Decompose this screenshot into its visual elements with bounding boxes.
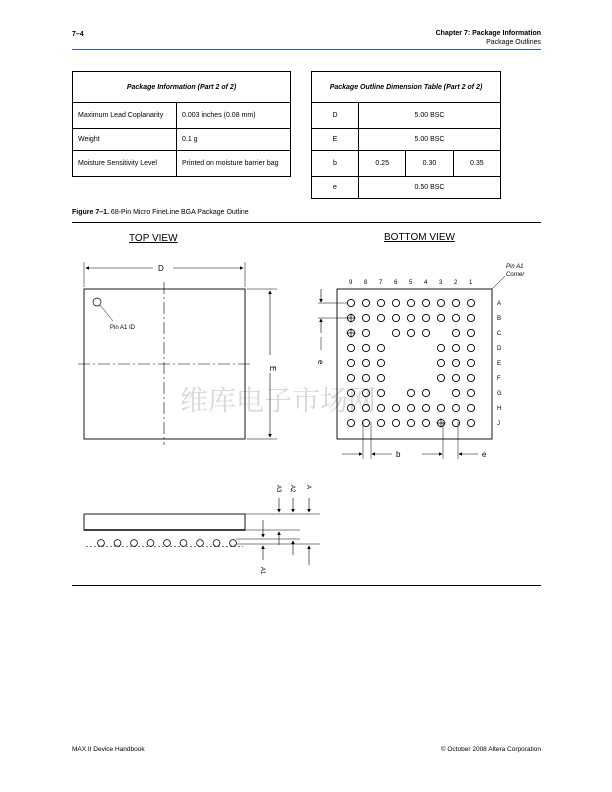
package-body-side <box>84 514 245 530</box>
solder-ball <box>452 299 459 306</box>
solder-ball <box>407 329 414 336</box>
row-label: G <box>497 391 502 397</box>
solder-ball <box>422 314 429 321</box>
dim-max: 0.35 <box>453 151 500 177</box>
row-label: J <box>497 421 500 427</box>
solder-ball <box>362 359 369 366</box>
dim-nom: 0.30 <box>406 151 453 177</box>
solder-ball <box>437 359 444 366</box>
row-label: F <box>497 376 501 382</box>
dim-value: 5.00 BSC <box>359 129 501 151</box>
table-title: Package Information (Part 2 of 2) <box>73 72 291 103</box>
column-label: 2 <box>454 280 458 286</box>
row-value: 0.003 inches (0.08 mm) <box>177 103 291 129</box>
solder-ball <box>347 299 354 306</box>
solder-ball <box>467 344 474 351</box>
side-solder-ball <box>98 540 105 547</box>
side-solder-ball <box>180 540 187 547</box>
solder-ball <box>377 359 384 366</box>
solder-ball <box>377 419 384 426</box>
pin-a1-corner-line1: Pin A1 <box>506 264 524 270</box>
pin-a1-corner-line2: Corner <box>506 272 525 278</box>
solder-ball <box>377 299 384 306</box>
solder-ball <box>377 374 384 381</box>
bottom-view <box>316 264 525 459</box>
side-solder-ball <box>197 540 204 547</box>
side-solder-ball <box>131 540 138 547</box>
dim-value: 5.00 BSC <box>359 103 501 129</box>
figure-title: 68-Pin Micro FineLine BGA Package Outline <box>110 209 249 216</box>
solder-ball <box>437 374 444 381</box>
solder-ball <box>407 389 414 396</box>
side-solder-ball <box>230 540 237 547</box>
solder-ball <box>467 389 474 396</box>
top-view <box>78 262 277 445</box>
solder-ball <box>407 299 414 306</box>
solder-ball <box>377 404 384 411</box>
solder-ball <box>437 344 444 351</box>
page-number: 7–4 <box>72 31 84 38</box>
column-label: 9 <box>349 280 353 286</box>
footer-copyright: © October 2008 Altera Corporation <box>440 746 541 753</box>
solder-ball <box>422 389 429 396</box>
solder-ball <box>392 299 399 306</box>
chapter-title: Chapter 7: Package Information <box>435 30 541 37</box>
row-label: Moisture Sensitivity Level <box>73 151 177 177</box>
row-value: 0.1 g <box>177 129 291 151</box>
dim-symbol: b <box>312 151 359 177</box>
solder-ball <box>437 314 444 321</box>
dim-symbol: D <box>312 103 359 129</box>
dim-pitch-label: e <box>482 450 487 459</box>
pin-a1-marker <box>93 298 101 306</box>
solder-ball <box>347 419 354 426</box>
solder-ball <box>347 344 354 351</box>
dim-e-label: E <box>268 366 277 372</box>
row-label: B <box>497 316 502 322</box>
row-label: C <box>497 331 502 337</box>
dim-b-label: b <box>396 450 401 459</box>
column-label: 3 <box>439 280 443 286</box>
solder-ball <box>377 344 384 351</box>
row-label: A <box>497 301 502 307</box>
column-label: 5 <box>409 280 413 286</box>
row-label: H <box>497 406 502 412</box>
solder-ball <box>467 299 474 306</box>
top-view-title: TOP VIEW <box>129 233 178 244</box>
dim-a1-label: A1 <box>259 567 265 575</box>
pin-a1-id-label: Pin A1 ID <box>110 325 136 331</box>
solder-ball <box>362 299 369 306</box>
footer-handbook: MAX II Device Handbook <box>72 746 145 753</box>
row-value: Printed on moisture barrier bag <box>177 151 291 177</box>
dim-d-label: D <box>158 264 164 273</box>
bottom-view-title: BOTTOM VIEW <box>384 232 455 243</box>
solder-ball <box>437 299 444 306</box>
row-label: E <box>497 361 502 367</box>
solder-ball <box>362 344 369 351</box>
solder-ball <box>452 389 459 396</box>
side-solder-ball <box>213 540 220 547</box>
row-label: D <box>497 346 502 352</box>
solder-ball <box>362 329 369 336</box>
solder-ball <box>362 314 369 321</box>
side-solder-ball <box>147 540 154 547</box>
solder-ball <box>467 314 474 321</box>
side-view <box>84 485 320 575</box>
solder-ball <box>347 374 354 381</box>
solder-ball <box>392 314 399 321</box>
table-title: Package Outline Dimension Table (Part 2 of 2) <box>312 72 501 103</box>
column-label: 8 <box>364 280 368 286</box>
solder-ball <box>452 419 459 426</box>
watermark: 维库电子市场网 <box>180 385 377 416</box>
figure-bottom-rule <box>72 585 541 586</box>
row-label: Maximum Lead Coplanarity <box>73 103 177 129</box>
dim-min: 0.25 <box>359 151 406 177</box>
solder-ball <box>452 359 459 366</box>
side-solder-ball <box>164 540 171 547</box>
solder-ball <box>452 329 459 336</box>
column-label: 6 <box>394 280 398 286</box>
dim-pitch-side-label: e <box>316 360 325 365</box>
dim-value: 0.50 BSC <box>359 177 501 199</box>
package-body-bottom <box>337 289 492 439</box>
dim-symbol: E <box>312 129 359 151</box>
solder-ball <box>407 404 414 411</box>
solder-ball <box>377 389 384 396</box>
solder-ball <box>362 419 369 426</box>
solder-ball <box>467 419 474 426</box>
solder-ball <box>467 359 474 366</box>
solder-ball <box>452 314 459 321</box>
section-title: Package Outlines <box>486 39 541 46</box>
figure-number: Figure 7–1. <box>72 209 109 216</box>
solder-ball <box>467 374 474 381</box>
solder-ball <box>392 404 399 411</box>
leader-line <box>100 305 113 321</box>
solder-ball <box>362 374 369 381</box>
solder-ball <box>422 299 429 306</box>
column-label: 1 <box>469 280 473 286</box>
solder-ball <box>392 329 399 336</box>
solder-ball <box>467 404 474 411</box>
solder-ball <box>422 329 429 336</box>
side-solder-ball <box>114 540 121 547</box>
column-label: 7 <box>379 280 383 286</box>
solder-ball <box>392 419 399 426</box>
solder-ball <box>452 374 459 381</box>
dim-symbol: e <box>312 177 359 199</box>
solder-ball <box>452 404 459 411</box>
solder-ball <box>347 359 354 366</box>
solder-ball <box>407 419 414 426</box>
solder-ball <box>422 419 429 426</box>
solder-ball <box>437 404 444 411</box>
solder-ball <box>452 344 459 351</box>
solder-ball <box>422 404 429 411</box>
solder-ball <box>377 314 384 321</box>
solder-ball <box>467 329 474 336</box>
solder-ball <box>407 314 414 321</box>
dim-a-label: A <box>305 485 311 490</box>
dim-a2-label: A2 <box>289 485 295 493</box>
column-label: 4 <box>424 280 428 286</box>
dim-a3-label: A3 <box>275 485 281 493</box>
row-label: Weight <box>73 129 177 151</box>
